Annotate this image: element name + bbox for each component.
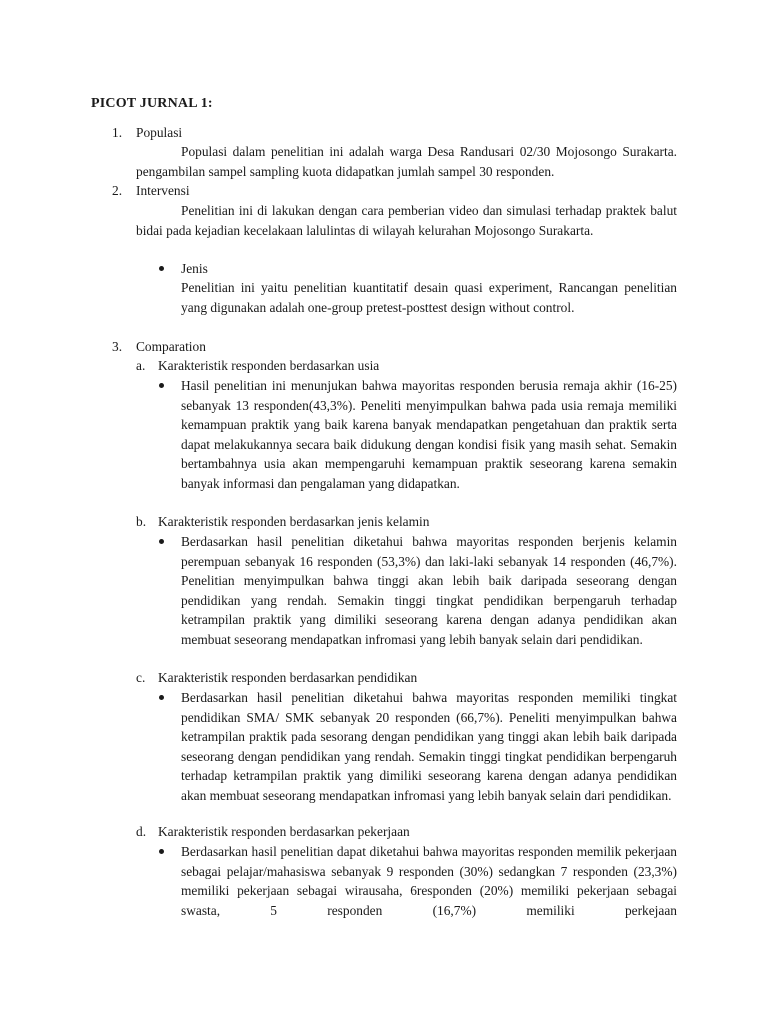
sub-a-label: Karakteristik responden berdasarkan usia — [158, 358, 380, 373]
sub-d-bullet-icon — [159, 843, 169, 849]
sub-a-marker: a. — [136, 358, 146, 373]
jenis-label: Jenis — [181, 261, 208, 276]
item-3-label: Comparation — [136, 339, 206, 354]
sub-b-bullet-icon — [159, 533, 169, 539]
item-1-paragraph: Populasi dalam penelitian ini adalah warga Desa Randusari 02/30 Mojosongo Surakarta. pengambilan sampel sampling kuota didapatkan jumlah sampel 30 responden. — [136, 144, 677, 179]
sub-c-bullet-icon — [159, 689, 169, 695]
sub-c-paragraph: Berdasarkan hasil penelitian diketahui bahwa mayoritas responden memiliki tingkat pendidikan SMA/ SMK sebanyak 20 responden (66,7%). Peneliti menyimpulkan bahwa ketrampilan praktik pada sesorang dengan pendidikan yang tinggi akan lebih baik daripada seseorang dengan pendidikan yang rendah. Semakin tinggi tingkat pendidikan berpengaruh terhadap ketrampilan praktik yang dimiliki seseorang karena dengan adanya pendidikan akan membuat seseorang mendapatkan infromasi yang lebih banyak selain dari pendidikan. — [181, 690, 677, 803]
sub-c-label: Karakteristik responden berdasarkan pendidikan — [158, 670, 418, 685]
item-2-marker: 2. — [112, 183, 123, 198]
sub-a-paragraph: Hasil penelitian ini menunjukan bahwa mayoritas responden berusia remaja akhir (16-25) sebanyak 13 responden(43,3%). Peneliti menyimpulkan bahwa pada usia remaja memiliki kemampuan praktik yang baik karena banyak mendapatkan pengetahuan dan praktik serta dapat melakukannya secara baik didukung dengan kondisi fisik yang masih sehat. Semakin bertambahnya usia akan mempengaruhi kemampuan praktik seseorang karena semakin banyak informasi dan pengalaman yang didapatkan. — [181, 378, 677, 491]
item-1-label: Populasi — [136, 125, 183, 140]
item-2-paragraph: Penelitian ini di lakukan dengan cara pemberian video dan simulasi terhadap praktek balut bidai pada kejadian kecelakaan lalulintas di wilayah kelurahan Mojosongo Surakarta. — [136, 203, 677, 238]
item-2-label: Intervensi — [136, 183, 190, 198]
jenis-paragraph: Penelitian ini yaitu penelitian kuantitatif desain quasi experiment, Rancangan penelitian yang digunakan adalah one-group pretest-posttest design without control. — [181, 280, 677, 315]
sub-b-marker: b. — [136, 514, 147, 529]
sub-d-paragraph: Berdasarkan hasil penelitian dapat diketahui bahwa mayoritas responden memilik pekerjaan sebagai pelajar/mahasiswa sebanyak 9 responden (30%) sedangkan 7 responden (23,3%) memiliki pekerjaan sebagai wirausaha, 6responden (20%) memiliki pekerjaan sebagai swasta, 5 responden (16,7%) memiliki perkejaan — [181, 844, 677, 918]
item-1-marker: 1. — [112, 125, 123, 140]
sub-a-bullet-icon — [159, 377, 169, 383]
sub-d-label: Karakteristik responden berdasarkan pekerjaan — [158, 824, 410, 839]
item-3-marker: 3. — [112, 339, 123, 354]
sub-d-marker: d. — [136, 824, 147, 839]
document-title: PICOT JURNAL 1: — [91, 96, 213, 111]
sub-c-marker: c. — [136, 670, 146, 685]
jenis-bullet-icon — [159, 260, 169, 266]
sub-b-label: Karakteristik responden berdasarkan jenis kelamin — [158, 514, 430, 529]
sub-b-paragraph: Berdasarkan hasil penelitian diketahui bahwa mayoritas responden berjenis kelamin perempuan sebanyak 16 responden (53,3%) dan laki-laki sebanyak 14 responden (46,7%). Penelitian menyimpulkan bahwa tinggi akan lebih baik daripada seseorang dengan pendidikan yang rendah. Semakin tinggi tingkat pendidikan berpengaruh terhadap ketrampilan praktik yang dimiliki seseorang karena dengan adanya pendidikan akan membuat seseorang mendapatkan infromasi yang lebih banyak selain dari pendidikan. — [181, 534, 677, 647]
